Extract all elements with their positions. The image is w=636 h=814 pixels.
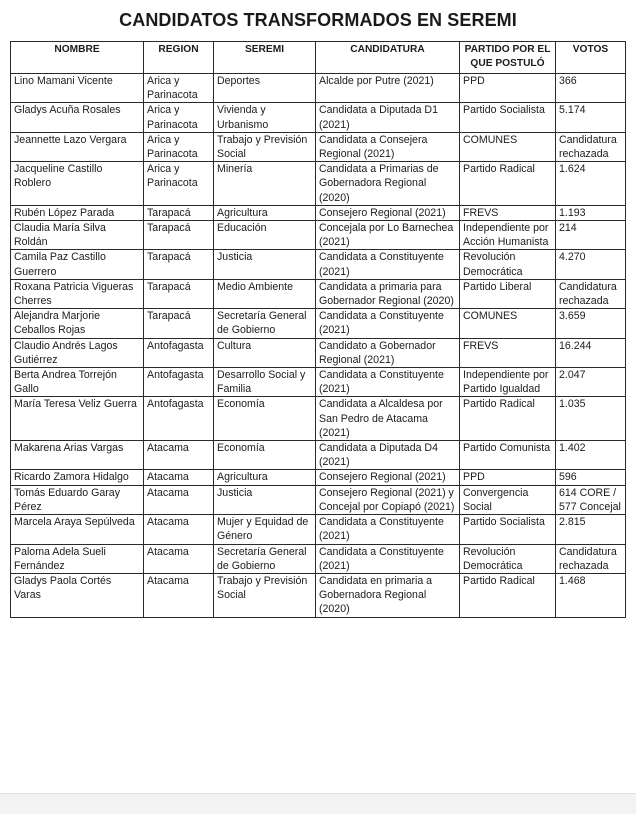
table-row — [11, 368, 626, 397]
cell-candidatura: Candidata a Alcaldesa por San Pedro de Atacama (2021) — [316, 397, 460, 441]
cell-candidatura: Candidata a Constituyente (2021) — [316, 250, 460, 279]
cell-nombre: Jeannette Lazo Vergara — [11, 132, 144, 161]
table-row — [11, 221, 626, 250]
cell-seremi: Cultura — [214, 338, 316, 367]
cell-partido: Partido Liberal — [460, 279, 556, 308]
cell-votos: 614 CORE / 577 Concejal — [556, 485, 626, 514]
table-row — [11, 132, 626, 161]
cell-partido: Partido Radical — [460, 162, 556, 206]
cell-nombre: Rubén López Parada — [11, 205, 144, 220]
table-row — [11, 397, 626, 441]
cell-votos: Candidatura rechazada — [556, 544, 626, 573]
cell-votos: 1.193 — [556, 205, 626, 220]
cell-region: Tarapacá — [144, 221, 214, 250]
cell-seremi: Medio Ambiente — [214, 279, 316, 308]
cell-region: Tarapacá — [144, 250, 214, 279]
header-region: REGION — [144, 42, 214, 74]
cell-votos: 214 — [556, 221, 626, 250]
cell-candidatura: Alcalde por Putre (2021) — [316, 74, 460, 103]
cell-votos: 2.047 — [556, 368, 626, 397]
cell-seremi: Trabajo y Previsión Social — [214, 132, 316, 161]
cell-candidatura: Candidata en primaria a Gobernadora Regional (2020) — [316, 573, 460, 617]
table-row — [11, 103, 626, 132]
cell-partido: COMUNES — [460, 309, 556, 338]
cell-region: Atacama — [144, 573, 214, 617]
header-votos: VOTOS — [556, 42, 626, 74]
cell-region: Atacama — [144, 515, 214, 544]
cell-region: Arica y Parinacota — [144, 132, 214, 161]
table-body — [11, 74, 626, 618]
candidates-table — [10, 41, 626, 618]
table-row — [11, 485, 626, 514]
cell-candidatura: Consejero Regional (2021) y Concejal por Copiapó (2021) — [316, 485, 460, 514]
table-row — [11, 573, 626, 617]
cell-partido: FREVS — [460, 205, 556, 220]
cell-candidatura: Consejero Regional (2021) — [316, 205, 460, 220]
cell-candidatura: Candidata a Diputada D4 (2021) — [316, 441, 460, 470]
cell-partido: Revolución Democrática — [460, 250, 556, 279]
header-partido: PARTIDO POR EL QUE POSTULÓ — [460, 42, 556, 74]
cell-region: Arica y Parinacota — [144, 103, 214, 132]
table-row — [11, 470, 626, 485]
cell-nombre: Lino Mamani Vicente — [11, 74, 144, 103]
cell-seremi: Secretaría General de Gobierno — [214, 544, 316, 573]
cell-region: Antofagasta — [144, 397, 214, 441]
table-row — [11, 74, 626, 103]
cell-region: Atacama — [144, 470, 214, 485]
cell-nombre: María Teresa Veliz Guerra — [11, 397, 144, 441]
table-row — [11, 338, 626, 367]
header-seremi: SEREMI — [214, 42, 316, 74]
cell-partido: Partido Radical — [460, 397, 556, 441]
cell-region: Tarapacá — [144, 279, 214, 308]
cell-seremi: Economía — [214, 441, 316, 470]
cell-partido: PPD — [460, 74, 556, 103]
cell-seremi: Justicia — [214, 250, 316, 279]
cell-region: Antofagasta — [144, 338, 214, 367]
cell-candidatura: Concejala por Lo Barnechea (2021) — [316, 221, 460, 250]
cell-candidatura: Candidato a Gobernador Regional (2021) — [316, 338, 460, 367]
footer-bar — [0, 793, 636, 814]
cell-candidatura: Candidata a Constituyente (2021) — [316, 368, 460, 397]
cell-nombre: Marcela Araya Sepúlveda — [11, 515, 144, 544]
cell-candidatura: Candidata a primaria para Gobernador Regional (2020) — [316, 279, 460, 308]
cell-seremi: Deportes — [214, 74, 316, 103]
cell-votos: 1.624 — [556, 162, 626, 206]
cell-seremi: Trabajo y Previsión Social — [214, 573, 316, 617]
cell-nombre: Gladys Paola Cortés Varas — [11, 573, 144, 617]
cell-nombre: Camila Paz Castillo Guerrero — [11, 250, 144, 279]
cell-nombre: Alejandra Marjorie Ceballos Rojas — [11, 309, 144, 338]
cell-seremi: Minería — [214, 162, 316, 206]
cell-votos: Candidatura rechazada — [556, 279, 626, 308]
cell-nombre: Makarena Arias Vargas — [11, 441, 144, 470]
cell-partido: Convergencia Social — [460, 485, 556, 514]
cell-seremi: Vivienda y Urbanismo — [214, 103, 316, 132]
cell-partido: Partido Radical — [460, 573, 556, 617]
cell-partido: Independiente por Acción Humanista — [460, 221, 556, 250]
cell-seremi: Agricultura — [214, 470, 316, 485]
header-candidatura: CANDIDATURA — [316, 42, 460, 74]
cell-seremi: Educación — [214, 221, 316, 250]
cell-nombre: Claudia María Silva Roldán — [11, 221, 144, 250]
cell-region: Arica y Parinacota — [144, 74, 214, 103]
cell-seremi: Secretaría General de Gobierno — [214, 309, 316, 338]
cell-candidatura: Candidata a Constituyente (2021) — [316, 309, 460, 338]
cell-votos: 1.035 — [556, 397, 626, 441]
table-header-row — [11, 42, 626, 74]
cell-region: Atacama — [144, 485, 214, 514]
cell-votos: 3.659 — [556, 309, 626, 338]
cell-partido: Partido Socialista — [460, 103, 556, 132]
cell-seremi: Economía — [214, 397, 316, 441]
cell-nombre: Ricardo Zamora Hidalgo — [11, 470, 144, 485]
cell-votos: 16.244 — [556, 338, 626, 367]
cell-partido: Partido Comunista — [460, 441, 556, 470]
cell-region: Tarapacá — [144, 309, 214, 338]
cell-region: Tarapacá — [144, 205, 214, 220]
cell-partido: Revolución Democrática — [460, 544, 556, 573]
cell-votos: 2.815 — [556, 515, 626, 544]
cell-region: Atacama — [144, 544, 214, 573]
cell-candidatura: Candidata a Constituyente (2021) — [316, 515, 460, 544]
table-row — [11, 309, 626, 338]
table-row — [11, 250, 626, 279]
cell-partido: PPD — [460, 470, 556, 485]
table-row — [11, 279, 626, 308]
cell-nombre: Gladys Acuña Rosales — [11, 103, 144, 132]
cell-seremi: Mujer y Equidad de Género — [214, 515, 316, 544]
header-nombre: NOMBRE — [11, 42, 144, 74]
cell-nombre: Tomás Eduardo Garay Pérez — [11, 485, 144, 514]
cell-votos: 1.468 — [556, 573, 626, 617]
page-title: CANDIDATOS TRANSFORMADOS EN SEREMI — [119, 10, 517, 30]
cell-nombre: Berta Andrea Torrejón Gallo — [11, 368, 144, 397]
cell-partido: Independiente por Partido Igualdad — [460, 368, 556, 397]
table-row — [11, 515, 626, 544]
cell-nombre: Jacqueline Castillo Roblero — [11, 162, 144, 206]
cell-region: Arica y Parinacota — [144, 162, 214, 206]
table-row — [11, 441, 626, 470]
cell-nombre: Paloma Adela Sueli Fernández — [11, 544, 144, 573]
cell-votos: Candidatura rechazada — [556, 132, 626, 161]
cell-seremi: Desarrollo Social y Familia — [214, 368, 316, 397]
cell-nombre: Claudio Andrés Lagos Gutiérrez — [11, 338, 144, 367]
cell-votos: 1.402 — [556, 441, 626, 470]
cell-votos: 5.174 — [556, 103, 626, 132]
cell-candidatura: Candidata a Diputada D1 (2021) — [316, 103, 460, 132]
table-row — [11, 162, 626, 206]
cell-nombre: Roxana Patricia Vigueras Cherres — [11, 279, 144, 308]
cell-seremi: Justicia — [214, 485, 316, 514]
cell-partido: FREVS — [460, 338, 556, 367]
cell-partido: COMUNES — [460, 132, 556, 161]
cell-region: Atacama — [144, 441, 214, 470]
cell-candidatura: Candidata a Consejera Regional (2021) — [316, 132, 460, 161]
cell-votos: 366 — [556, 74, 626, 103]
cell-seremi: Agricultura — [214, 205, 316, 220]
cell-candidatura: Candidata a Primarias de Gobernadora Regional (2020) — [316, 162, 460, 206]
cell-votos: 4.270 — [556, 250, 626, 279]
cell-candidatura: Candidata a Constituyente (2021) — [316, 544, 460, 573]
cell-votos: 596 — [556, 470, 626, 485]
table-row — [11, 544, 626, 573]
cell-partido: Partido Socialista — [460, 515, 556, 544]
cell-region: Antofagasta — [144, 368, 214, 397]
cell-candidatura: Consejero Regional (2021) — [316, 470, 460, 485]
table-row — [11, 205, 626, 220]
